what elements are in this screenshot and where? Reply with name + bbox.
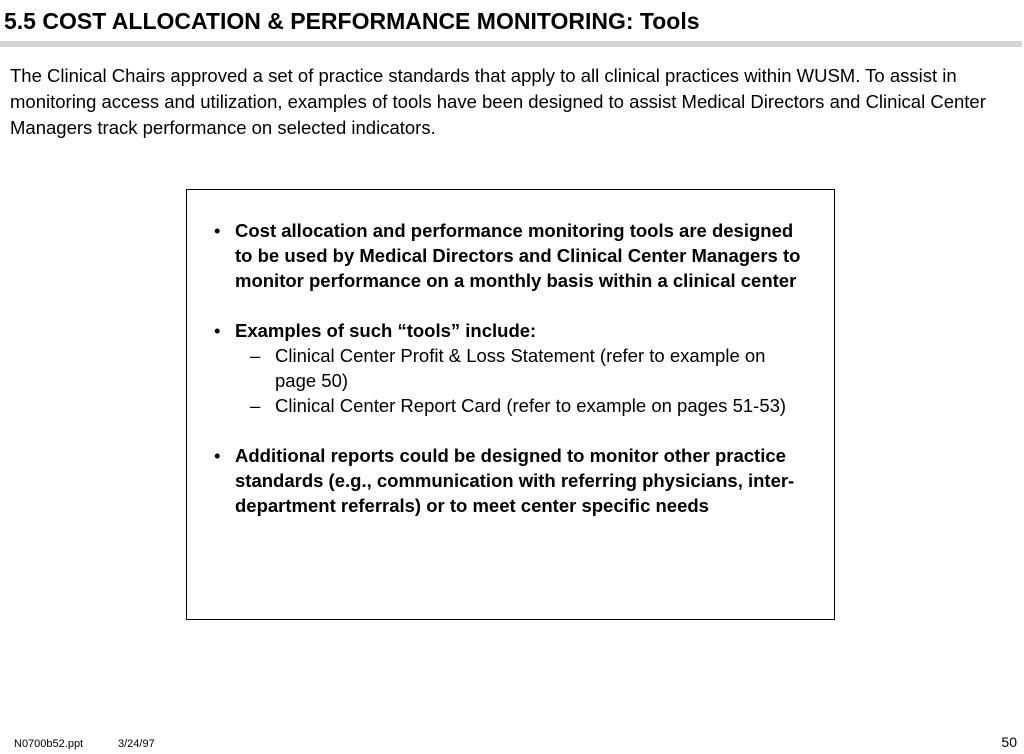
bullet-text: Cost allocation and performance monitoring tools are designed to be used by Medical Directors and Clinical Center Managers to monitor performance on a monthly basis within a clinical center — [235, 220, 801, 291]
intro-paragraph: The Clinical Chairs approved a set of practice standards that apply to all clinical practices within WUSM. To assist in monitoring access and utilization, examples of tools have been designed to assist Medical Directors and Clinical Center Managers track performance on selected indicators. — [10, 65, 986, 138]
bullet-item-examples — [187, 318, 834, 418]
subitem-profit-loss — [235, 343, 804, 393]
subitem-text: Clinical Center Profit & Loss Statement (refer to example on page 50) — [275, 345, 766, 391]
bullet-item-purpose — [187, 218, 834, 293]
dash-icon: – — [250, 345, 261, 366]
bullet-icon: • — [214, 320, 221, 341]
bullet-text: Examples of such “tools” include: — [235, 320, 537, 341]
bullet-icon: • — [214, 445, 221, 466]
subitem-text: Clinical Center Report Card (refer to example on pages 51-53) — [275, 395, 787, 416]
page-title: 5.5 COST ALLOCATION & PERFORMANCE MONITORING: Tools — [4, 8, 700, 34]
footer-date: 3/24/97 — [118, 738, 155, 750]
bullet-item-additional-reports — [187, 443, 834, 518]
bullet-text: Additional reports could be designed to monitor other practice standards (e.g., communication with referring physicians, inter-department referrals) or to meet center specific needs — [235, 445, 795, 516]
bullet-icon: • — [214, 220, 221, 241]
tools-summary-box — [186, 189, 835, 620]
title-divider — [0, 41, 1022, 47]
examples-sublist — [235, 343, 804, 418]
subitem-report-card — [235, 393, 804, 418]
footer-filename: N0700b52.ppt — [14, 738, 84, 750]
bullet-list — [187, 218, 834, 518]
page-number: 50 — [1001, 734, 1017, 750]
dash-icon: – — [250, 395, 261, 416]
